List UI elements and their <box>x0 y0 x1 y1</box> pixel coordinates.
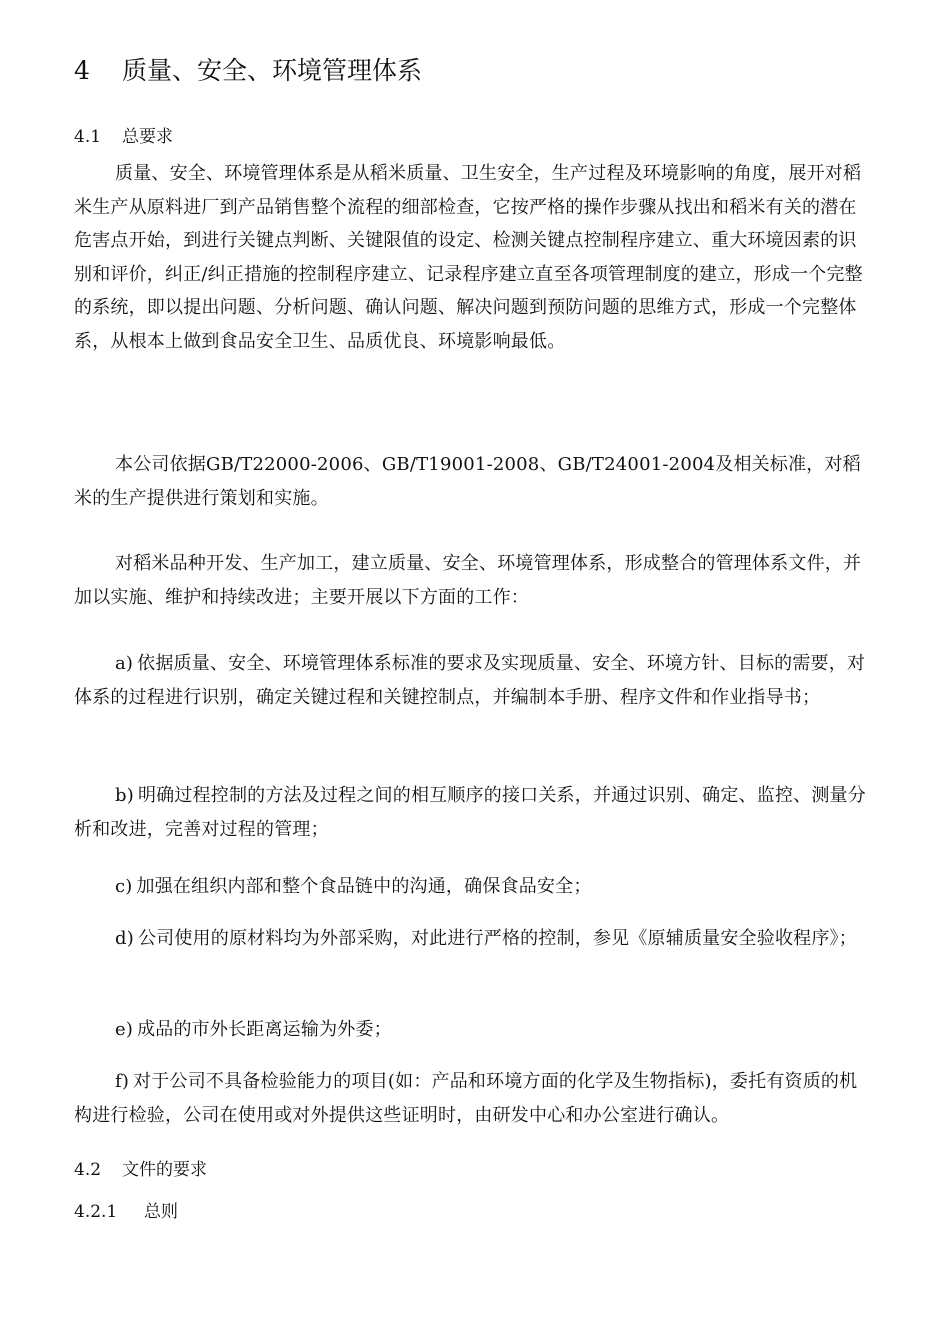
section-4-1-heading <box>74 124 173 150</box>
section-number: 4.2 <box>74 1160 102 1180</box>
intro-paragraph: 质量、安全、环境管理体系是从稻米质量、卫生安全，生产过程及环境影响的角度，展开对稻米生产从原料进厂到产品销售整个流程的细部检查，它按严格的操作步骤从找出和稻米有关的潜在危害点开始，到进行关键点判断、关键限值的设定、检测关键点控制程序建立、重大环境因素的识别和评价，纠正/纠正措施的控制程序建立、记录程序建立直至各项管理制度的建立，形成一个完整的系统，即以提出问题、分析问题、确认问题、解决问题到预防问题的思维方式，形成一个完整体系，从根本上做到食品安全卫生、品质优良、环境影响最低。 <box>74 163 863 352</box>
standards-paragraph: 本公司依据GB/T22000-2006、GB/T19001-2008、GB/T24001-2004及相关标准，对稻米的生产提供进行策划和实施。 <box>74 454 861 509</box>
list-item <box>74 870 874 904</box>
list-item-text: 成品的市外长距离运输为外委； <box>137 1019 392 1040</box>
section-number: 4.1 <box>74 127 102 147</box>
list-item <box>74 1013 874 1047</box>
subsection-title: 总则 <box>144 1202 178 1222</box>
list-item-label: d) <box>115 928 134 949</box>
list-item-label: f) <box>115 1071 130 1092</box>
list-item <box>74 922 874 956</box>
list-item-text: 对于公司不具备检验能力的项目(如：产品和环境方面的化学及生物指标)，委托有资质的机构进行检验，公司在使用或对外提供这些证明时，由研发中心和办公室进行确认。 <box>74 1071 858 1126</box>
list-item-label: b) <box>115 785 134 806</box>
list-item <box>74 779 874 846</box>
list-item-label: a) <box>115 653 134 674</box>
list-item-text: 明确过程控制的方法及过程之间的相互顺序的接口关系，并通过识别、确定、监控、测量分析和改进，完善对过程的管理； <box>74 785 866 840</box>
chapter-number: 4 <box>74 56 90 85</box>
section-4-2-heading <box>74 1157 207 1183</box>
section-4-2-1-heading <box>74 1199 178 1225</box>
section-title: 总要求 <box>122 127 173 147</box>
list-item-text: 公司使用的原材料均为外部采购，对此进行严格的控制，参见《原辅质量安全验收程序》； <box>137 928 857 949</box>
list-item <box>74 647 874 714</box>
list-item-label: e) <box>115 1019 134 1040</box>
list-item-text: 加强在组织内部和整个食品链中的沟通，确保食品安全； <box>136 876 592 897</box>
chapter-heading <box>74 53 422 89</box>
subsection-number: 4.2.1 <box>74 1202 118 1222</box>
list-item <box>74 1065 874 1132</box>
work-scope-paragraph: 对稻米品种开发、生产加工，建立质量、安全、环境管理体系，形成整合的管理体系文件，并加以实施、维护和持续改进；主要开展以下方面的工作： <box>74 553 862 608</box>
list-item-text: 依据质量、安全、环境管理体系标准的要求及实现质量、安全、环境方针、目标的需要，对体系的过程进行识别，确定关键过程和关键控制点，并编制本手册、程序文件和作业指导书； <box>74 653 866 708</box>
section-title: 文件的要求 <box>122 1160 207 1180</box>
chapter-title: 质量、安全、环境管理体系 <box>122 56 423 85</box>
list-item-label: c) <box>115 876 133 897</box>
